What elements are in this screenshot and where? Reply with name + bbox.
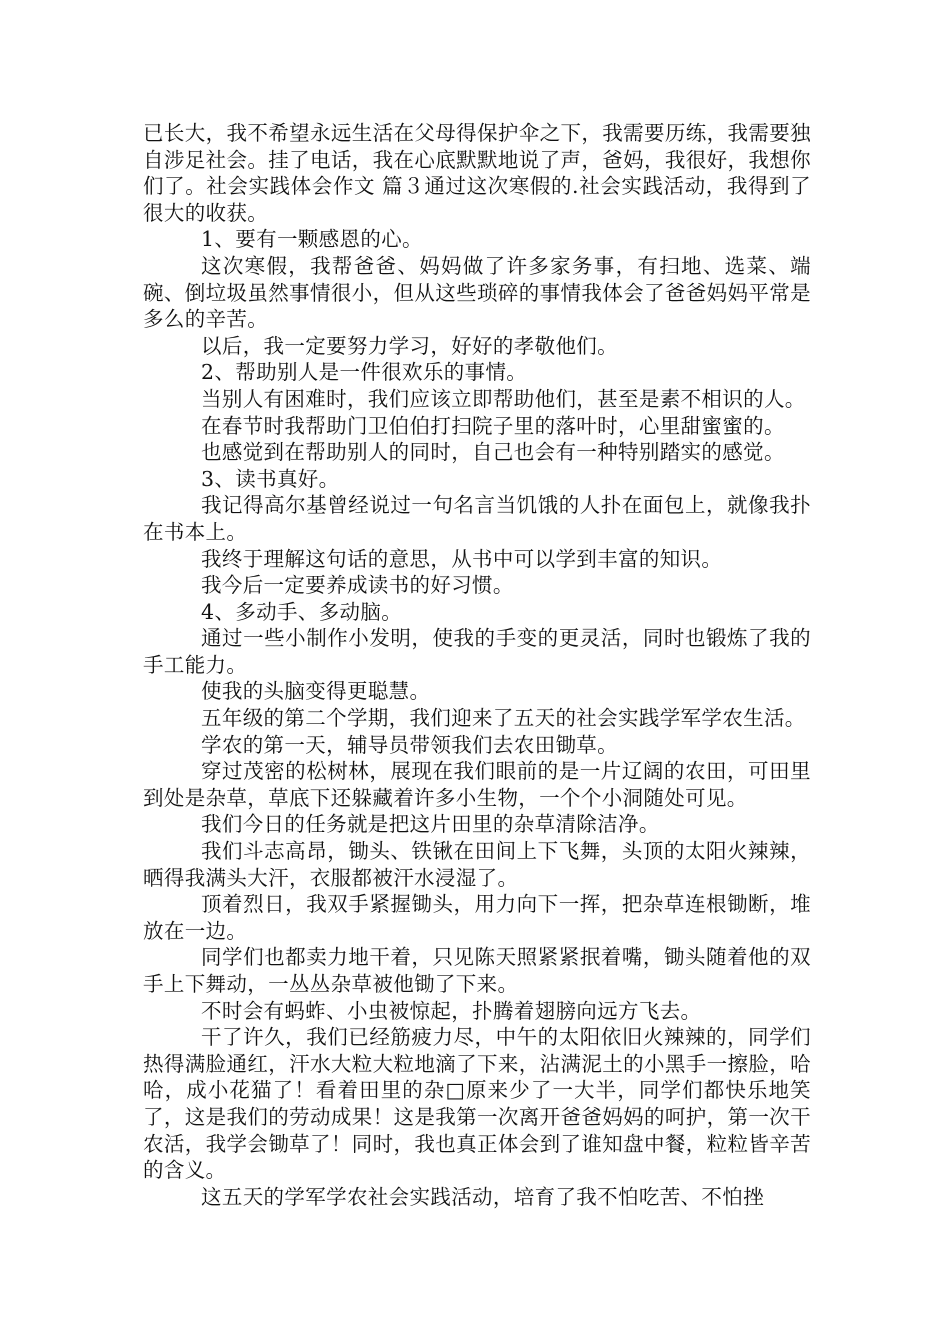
paragraph: 我记得高尔基曾经说过一句名言当饥饿的人扑在面包上，就像我扑在书本上。 [143, 493, 811, 544]
paragraph: 不时会有蚂蚱、小虫被惊起，扑腾着翅膀向远方飞去。 [201, 998, 702, 1023]
heading-gratitude: 1、要有一颗感恩的心。 [201, 227, 423, 252]
paragraph: 使我的头脑变得更聪慧。 [201, 679, 431, 704]
paragraph: 我们今日的任务就是把这片田里的杂草清除洁净。 [201, 812, 660, 837]
paragraph-continued: 已长大，我不希望永远生活在父母得保护伞之下，我需要历练，我需要独自涉足社会。挂了电话，我在心底默默地说了声，爸妈，我很好，我想你们了。社会实践体会作文 篇３通过这次寒假的.社会实践活动，我得到了很大的收获。 [143, 121, 811, 225]
paragraph: 通过一些小制作小发明，使我的手变的更灵活，同时也锻炼了我的手工能力。 [143, 626, 811, 677]
paragraph: 也感觉到在帮助别人的同时，自己也会有一种特别踏实的感觉。 [201, 440, 785, 465]
paragraph: 这次寒假，我帮爸爸、妈妈做了许多家务事，有扫地、选菜、端碗、倒垃圾虽然事情很小，但从这些琐碎的事情我体会了爸爸妈妈平常是多么的辛苦。 [143, 253, 811, 332]
paragraph: 五年级的第二个学期，我们迎来了五天的社会实践学军学农生活。 [201, 706, 806, 731]
paragraph: 穿过茂密的松树林，展现在我们眼前的是一片辽阔的农田，可田里到处是杂草，草底下还躲藏着许多小生物，一个个小洞随处可见。 [143, 759, 811, 810]
paragraph: 我今后一定要养成读书的好习惯。 [201, 573, 514, 598]
heading-helping-others: 2、帮助别人是一件很欢乐的事情。 [201, 360, 528, 385]
paragraph: 干了许久，我们已经筋疲力尽，中午的太阳依旧火辣辣的，同学们热得满脸通红，汗水大粒大粒地滴了下来，沾满泥土的小黑手一擦脸，哈哈，成小花猫了！看着田里的杂□原来少了一大半，同学们都快乐地笑了，这是我们的劳动成果！这是我第一次离开爸爸妈妈的呵护，第一次干农活，我学会锄草了！同时，我也真正体会到了谁知盘中餐，粒粒皆辛苦的含义。 [143, 1025, 811, 1183]
paragraph: 以后，我一定要努力学习，好好的孝敬他们。 [201, 333, 618, 358]
paragraph: 当别人有困难时，我们应该立即帮助他们，甚至是素不相识的人。 [201, 386, 806, 411]
paragraph: 在春节时我帮助门卫伯伯打扫院子里的落叶时，心里甜蜜蜜的。 [201, 413, 785, 438]
document-page [143, 120, 811, 1210]
paragraph: 学农的第一天，辅导员带领我们去农田锄草。 [201, 732, 618, 757]
heading-hands-on: 4、多动手、多动脑。 [201, 599, 403, 624]
paragraph: 我终于理解这句话的意思，从书中可以学到丰富的知识。 [201, 546, 723, 571]
paragraph-truncated: 这五天的学军学农社会实践活动，培育了我不怕吃苦、不怕挫 [201, 1184, 764, 1209]
heading-reading: 3、读书真好。 [201, 466, 340, 491]
paragraph: 我们斗志高昂，锄头、铁锹在田间上下飞舞，头顶的太阳火辣辣，晒得我满头大汗，衣服都被汗水浸湿了。 [143, 839, 811, 890]
paragraph: 同学们也都卖力地干着，只见陈天照紧紧抿着嘴，锄头随着他的双手上下舞动，一丛丛杂草被他锄了下来。 [143, 945, 811, 996]
paragraph: 顶着烈日，我双手紧握锄头，用力向下一挥，把杂草连根锄断，堆放在一边。 [143, 892, 811, 943]
